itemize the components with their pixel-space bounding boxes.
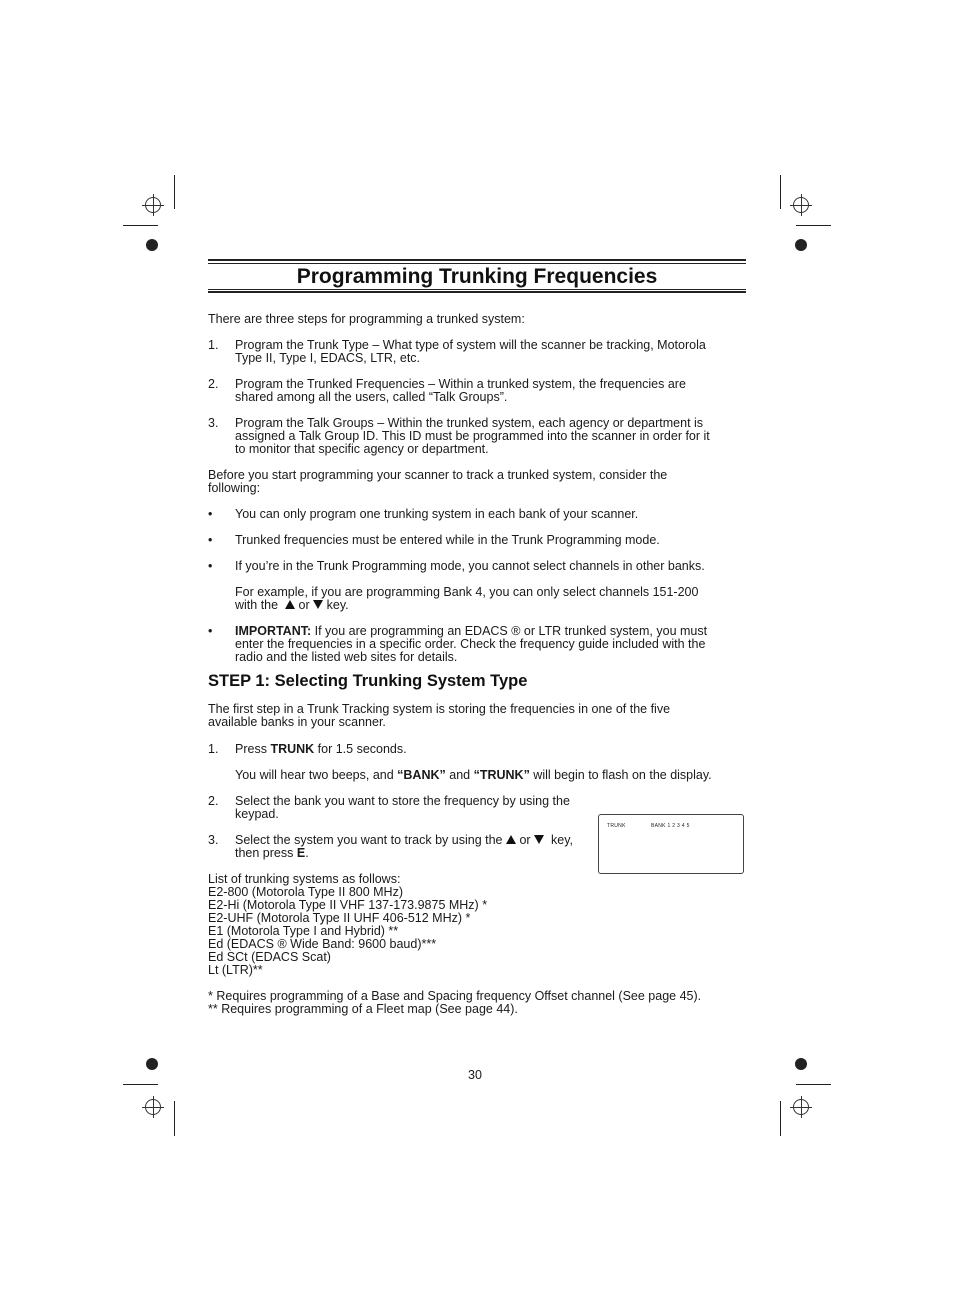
step-number: 1. [208,338,219,352]
press-text: Press [235,742,271,756]
title-rule-bottom-thin [208,289,746,290]
title-rule-top [208,259,746,261]
page-title: Programming Trunking Frequencies [296,265,658,288]
beeps-a: You will hear two beeps, and [235,768,398,782]
select-system-lead: Select the system you want to track by using the [235,833,503,847]
select-system-line [235,847,595,860]
bullet-icon: • [208,533,213,547]
e-key-label: E [296,846,306,860]
step1-intro-line: available banks in your scanner. [208,715,386,729]
example-with: with the [235,598,279,612]
step-line: assigned a Talk Group ID. This ID must be programmed into the scanner in order for it [235,429,710,443]
important-line: radio and the listed web sites for details. [235,650,458,664]
important-label: IMPORTANT: [235,624,312,638]
select-bank-line: Select the bank you want to store the frequency by using the [235,794,570,808]
up-arrow-key-icon [285,600,295,609]
lcd-display [598,814,744,874]
step-line: to monitor that specific agency or department. [235,442,489,456]
bullet-text: If you’re in the Trunk Programming mode, you cannot select channels in other banks. [235,559,705,573]
beeps-rest: will begin to flash on the display. [529,768,712,782]
section-heading: STEP 1: Selecting Trunking System Type [208,672,528,690]
before-line: following: [208,481,261,495]
step-line: Program the Talk Groups – Within the trunked system, each agency or department is [235,416,704,430]
trunk-label: “TRUNK” [473,768,530,782]
system-item: E2-800 (Motorola Type II 800 MHz) [208,885,403,899]
important-line-text: If you are programming an EDACS ® or LTR trunked system, you must [311,624,708,638]
system-item: E2-Hi (Motorola Type II VHF 137-173.9875 MHz) * [208,898,488,912]
trunk-key-label: TRUNK [270,742,315,756]
footnote: * Requires programming of a Base and Spacing frequency Offset channel (See page 45). [208,989,702,1003]
before-text [208,469,738,495]
lcd-bank-label: BANK 1 2 3 4 5 [651,823,690,829]
select-system-text [235,834,595,860]
select-bank-line: keypad. [235,807,279,821]
step-line: Program the Trunked Frequencies – Within a trunked system, the frequencies are [235,377,686,391]
example-text [235,586,735,612]
title-rule-bottom [208,291,746,293]
example-line [235,599,735,612]
select-system-key: key, [551,833,574,847]
system-item: E1 (Motorola Type I and Hybrid) ** [208,924,399,938]
step-line: Type II, Type I, EDACS, LTR, etc. [235,351,421,365]
step-text [235,378,735,404]
bank-label: “BANK” [397,768,446,782]
bullet-text: Trunked frequencies must be entered while in the Trunk Programming mode. [235,533,660,547]
page-number: 30 [468,1068,482,1082]
before-line: Before you start programming your scanner to track a trunked system, consider the [208,468,668,482]
step1-intro-line: The first step in a Trunk Tracking system is storing the frequencies in one of the five [208,702,671,716]
step-number: 1. [208,742,219,756]
footnote: ** Requires programming of a Fleet map (See page 44). [208,1002,518,1016]
system-item: Ed SCt (EDACS Scat) [208,950,331,964]
step-number: 2. [208,794,219,808]
press-trunk-text [235,743,735,756]
step-text [235,339,735,365]
step-line: Program the Trunk Type – What type of system will the scanner be tracking, Motorola [235,338,706,352]
example-key: key. [326,598,349,612]
example-or: or [298,598,310,612]
example-line: For example, if you are programming Bank 4, you can only select channels 151-200 [235,585,699,599]
step1-intro [208,703,738,729]
select-bank-text [235,795,595,821]
step-text [235,417,735,456]
period: . [305,846,309,860]
systems-list [208,873,738,977]
system-item: Lt (LTR)** [208,963,263,977]
press-rest: for 1.5 seconds. [314,742,407,756]
bullet-icon: • [208,624,213,638]
step-number: 3. [208,416,219,430]
step-line: shared among all the users, called “Talk Groups”. [235,390,508,404]
then-press-text: then press [235,846,297,860]
bullet-text: You can only program one trunking system in each bank of your scanner. [235,507,639,521]
down-arrow-key-icon [313,600,323,609]
step-number: 2. [208,377,219,391]
important-line: enter the frequencies in a specific order. Check the frequency guide included with the [235,637,706,651]
down-arrow-key-icon [534,835,544,844]
intro-text: There are three steps for programming a trunked system: [208,312,525,326]
bullet-icon: • [208,559,213,573]
beeps-text [235,769,735,782]
beeps-and: and [445,768,474,782]
important-text [235,625,735,664]
select-system-or: or [519,833,531,847]
footnotes [208,990,748,1016]
step-number: 3. [208,833,219,847]
systems-heading: List of trunking systems as follows: [208,872,401,886]
lcd-trunk-label: TRUNK [607,823,626,829]
system-item: Ed (EDACS ® Wide Band: 9600 baud)*** [208,937,437,951]
up-arrow-key-icon [506,835,516,844]
bullet-icon: • [208,507,213,521]
system-item: E2-UHF (Motorola Type II UHF 406-512 MHz) * [208,911,471,925]
